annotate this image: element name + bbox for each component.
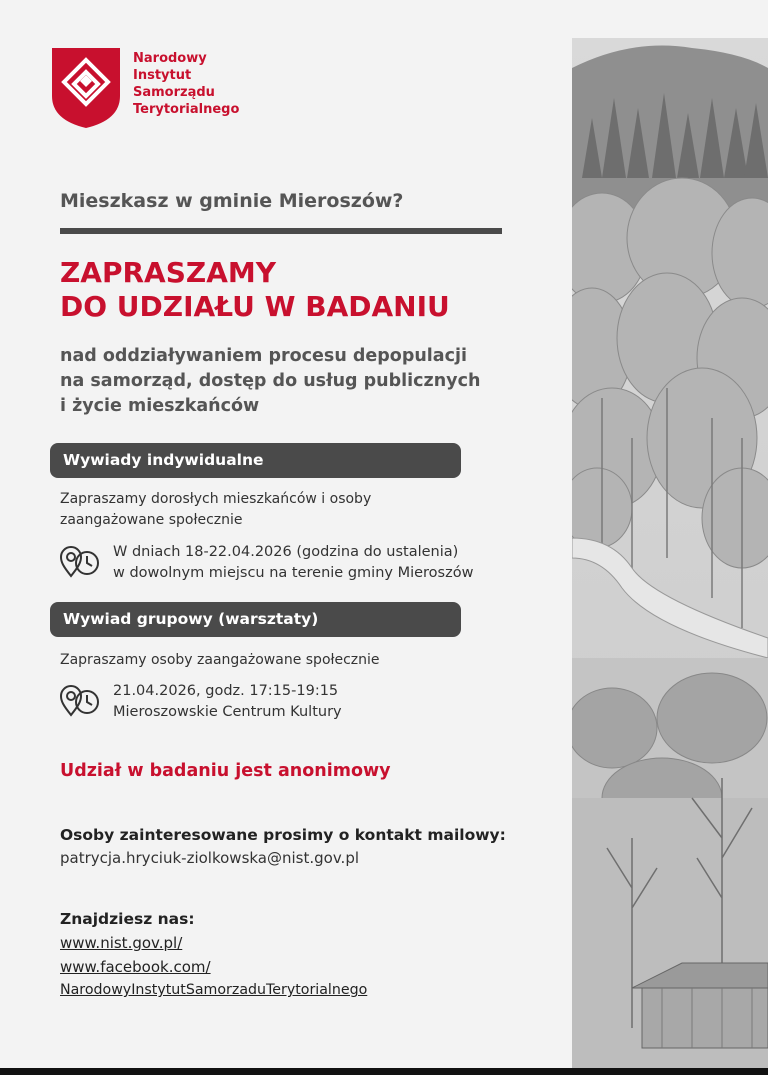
contact-label: Osoby zainteresowane prosimy o kontakt mailowy: <box>60 826 506 844</box>
subheadline: nad oddziaływaniem procesu depopulacji na samorząd, dostęp do usług publicznych i życie mieszkańców <box>60 346 481 416</box>
section-description-individual: Zapraszamy dorosłych mieszkańców i osoby zaangażowane społecznie <box>60 491 372 528</box>
divider <box>60 228 502 234</box>
section-title-group: Wywiad grupowy (warsztaty) <box>50 602 461 637</box>
forest-landscape-illustration <box>572 38 768 1068</box>
anonymous-note: Udział w badaniu jest anonimowy <box>60 761 391 781</box>
section-description-group: Zapraszamy osoby zaangażowane społecznie <box>60 652 380 668</box>
location-clock-icon <box>58 683 102 719</box>
bottom-border <box>0 1068 768 1075</box>
location-clock-icon <box>58 544 102 580</box>
website-link[interactable]: www.nist.gov.pl/ <box>60 934 183 952</box>
intro-question: Mieszkasz w gminie Mieroszów? <box>60 190 404 212</box>
facebook-link[interactable]: www.facebook.com/ <box>60 958 211 976</box>
organization-name: Narodowy Instytut Samorządu Terytorialnego <box>133 51 240 117</box>
section-title-individual: Wywiady indywidualne <box>50 443 461 478</box>
facebook-link-path[interactable]: NarodowyInstytutSamorzaduTerytorialnego <box>60 982 368 998</box>
contact-email-link[interactable]: patrycja.hryciuk-ziolkowska@nist.gov.pl <box>60 849 360 867</box>
event-details-group: 21.04.2026, godz. 17:15-19:15 Mieroszowskie Centrum Kultury <box>58 681 558 725</box>
event-details-individual: W dniach 18-22.04.2026 (godzina do ustalenia) w dowolnym miejscu na terenie gminy Mieroszów <box>58 542 558 586</box>
find-us-label: Znajdziesz nas: <box>60 910 195 928</box>
nist-logo-icon <box>52 48 120 128</box>
headline: ZAPRASZAMY DO UDZIAŁU W BADANIU <box>60 256 450 323</box>
